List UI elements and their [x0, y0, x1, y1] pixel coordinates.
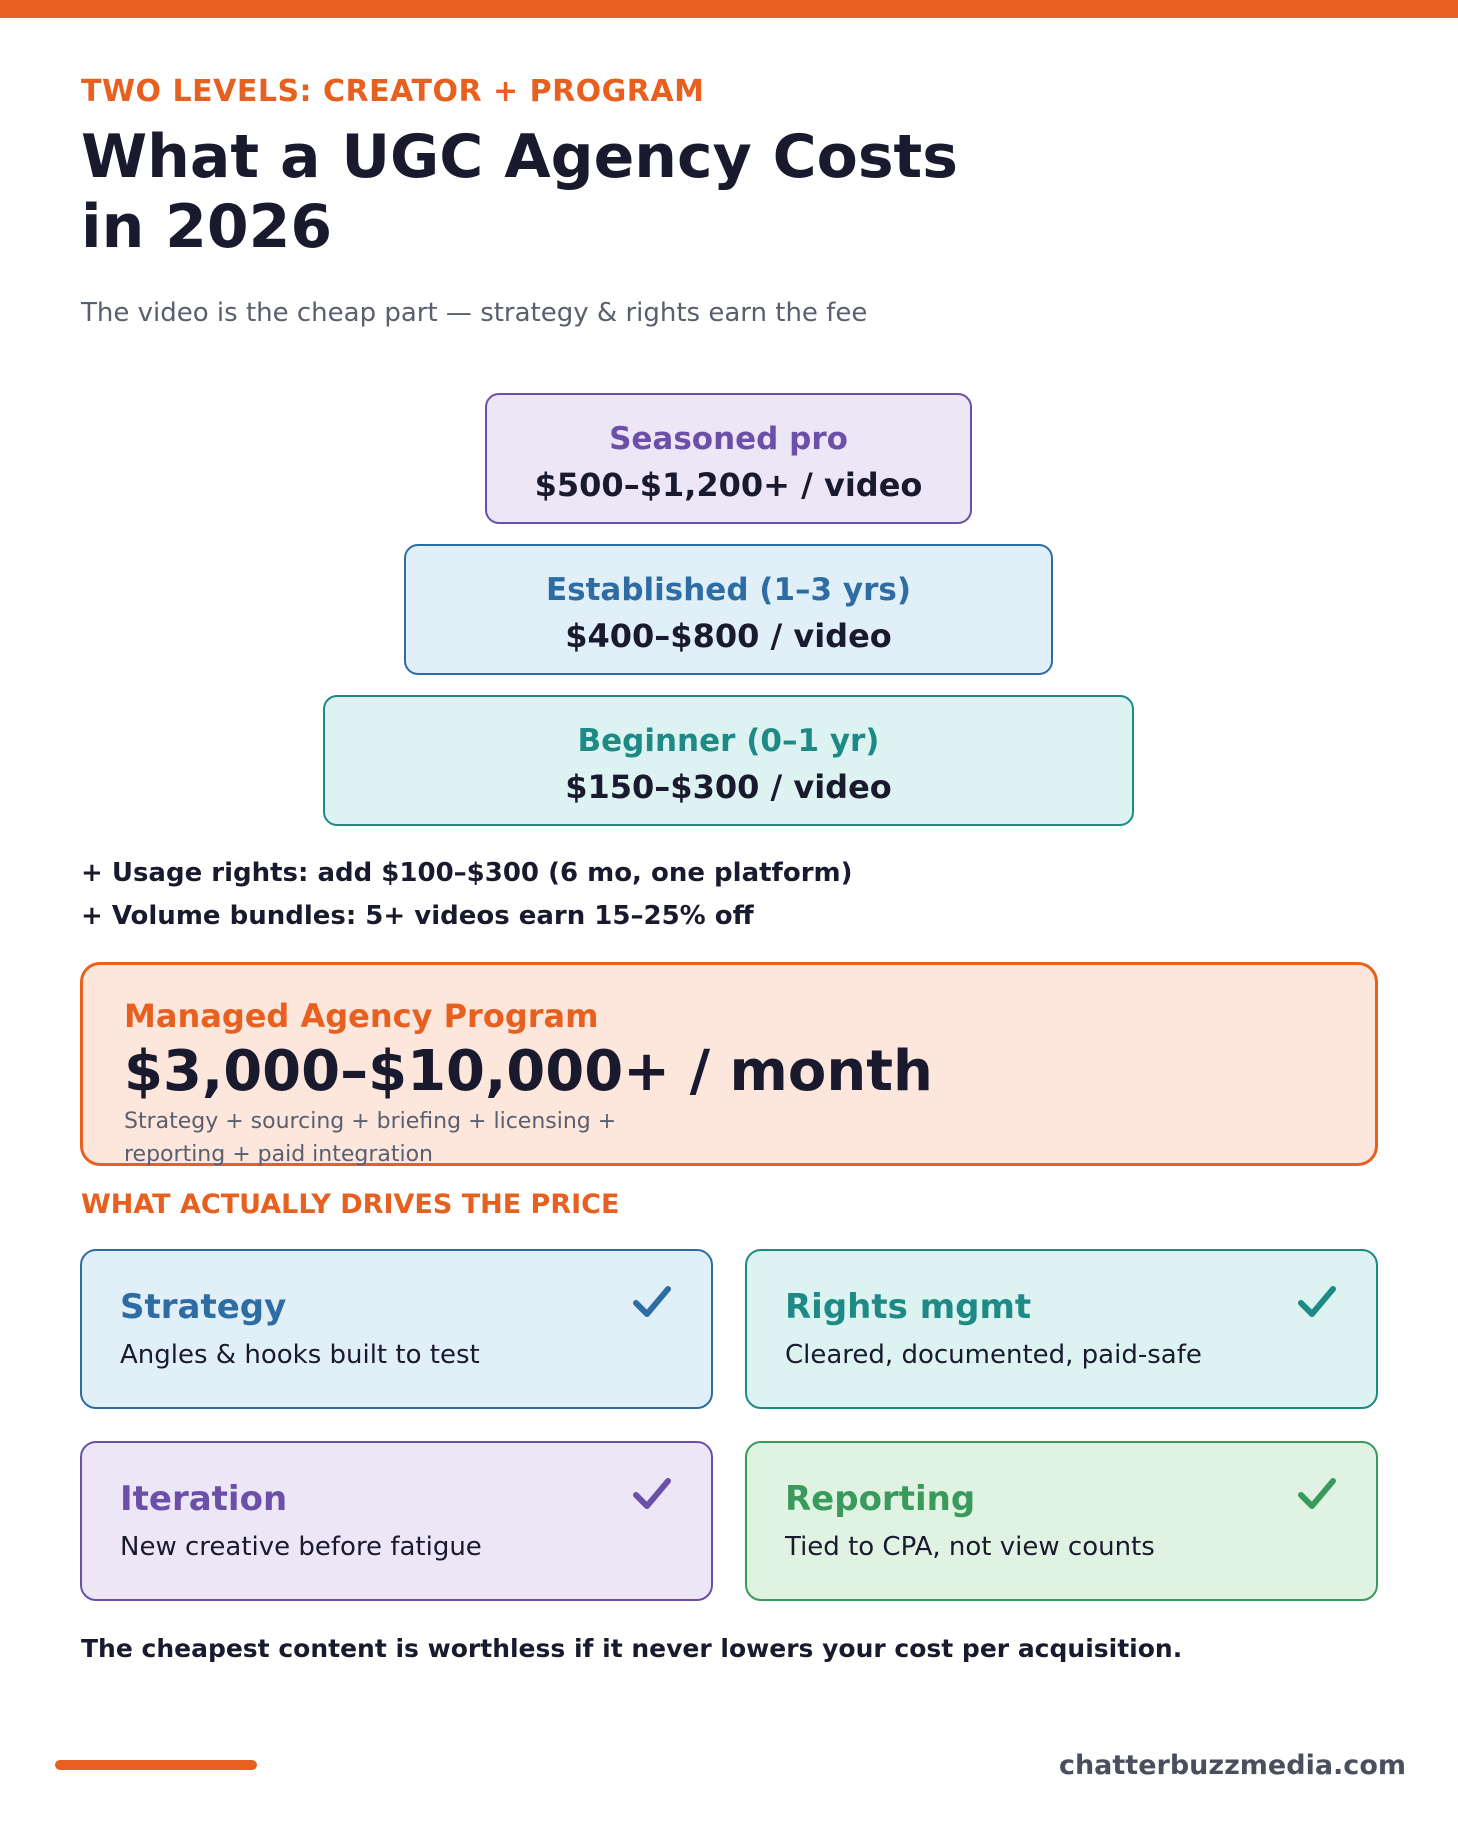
check-icon — [631, 1473, 673, 1515]
tier-price: $500–$1,200+ / video — [534, 466, 923, 504]
page-title: What a UGC Agency Costs in 2026 — [81, 122, 958, 262]
check-icon — [1296, 1473, 1338, 1515]
driver-title: Reporting — [785, 1479, 976, 1519]
site-link[interactable]: chatterbuzzmedia.com — [1058, 1750, 1406, 1781]
program-description: Strategy + sourcing + briefing + licensing + reporting + paid integration — [124, 1109, 617, 1167]
tier-name: Established (1–3 yrs) — [545, 572, 912, 608]
driver-description: Angles & hooks built to test — [120, 1340, 480, 1370]
addon-usage-rights: + Usage rights: add $100–$300 (6 mo, one platform) — [81, 858, 853, 888]
tier-price: $150–$300 / video — [565, 768, 892, 806]
driver-card-rights-mgmt — [745, 1249, 1378, 1409]
driver-title: Strategy — [120, 1287, 287, 1327]
page-subtitle: The video is the cheap part — strategy & rights earn the fee — [81, 298, 868, 328]
driver-card-iteration — [80, 1441, 713, 1601]
tier-seasoned-pro — [485, 393, 972, 524]
driver-card-strategy — [80, 1249, 713, 1409]
bottom-accent-bar — [55, 1760, 257, 1770]
driver-description: Tied to CPA, not view counts — [785, 1532, 1155, 1562]
program-label: Managed Agency Program — [124, 997, 599, 1035]
driver-card-reporting — [745, 1441, 1378, 1601]
tier-name: Beginner (0–1 yr) — [577, 723, 880, 759]
drivers-heading: WHAT ACTUALLY DRIVES THE PRICE — [81, 1189, 620, 1220]
top-accent-bar — [0, 0, 1458, 18]
tier-beginner — [323, 695, 1134, 826]
managed-program-box — [80, 962, 1378, 1166]
addon-volume-bundles: + Volume bundles: 5+ videos earn 15–25% off — [81, 901, 754, 931]
tier-price: $400–$800 / video — [565, 617, 892, 655]
driver-title: Rights mgmt — [785, 1287, 1032, 1327]
check-icon — [1296, 1281, 1338, 1323]
tier-name: Seasoned pro — [609, 421, 848, 457]
eyebrow-label: TWO LEVELS: CREATOR + PROGRAM — [81, 74, 705, 109]
driver-title: Iteration — [120, 1479, 288, 1519]
driver-description: New creative before fatigue — [120, 1532, 482, 1562]
check-icon — [631, 1281, 673, 1323]
footnote: The cheapest content is worthless if it never lowers your cost per acquisition. — [81, 1634, 1183, 1663]
tier-established — [404, 544, 1053, 675]
program-price: $3,000–$10,000+ / month — [124, 1039, 933, 1104]
driver-description: Cleared, documented, paid-safe — [785, 1340, 1202, 1370]
addons-list — [81, 852, 853, 938]
